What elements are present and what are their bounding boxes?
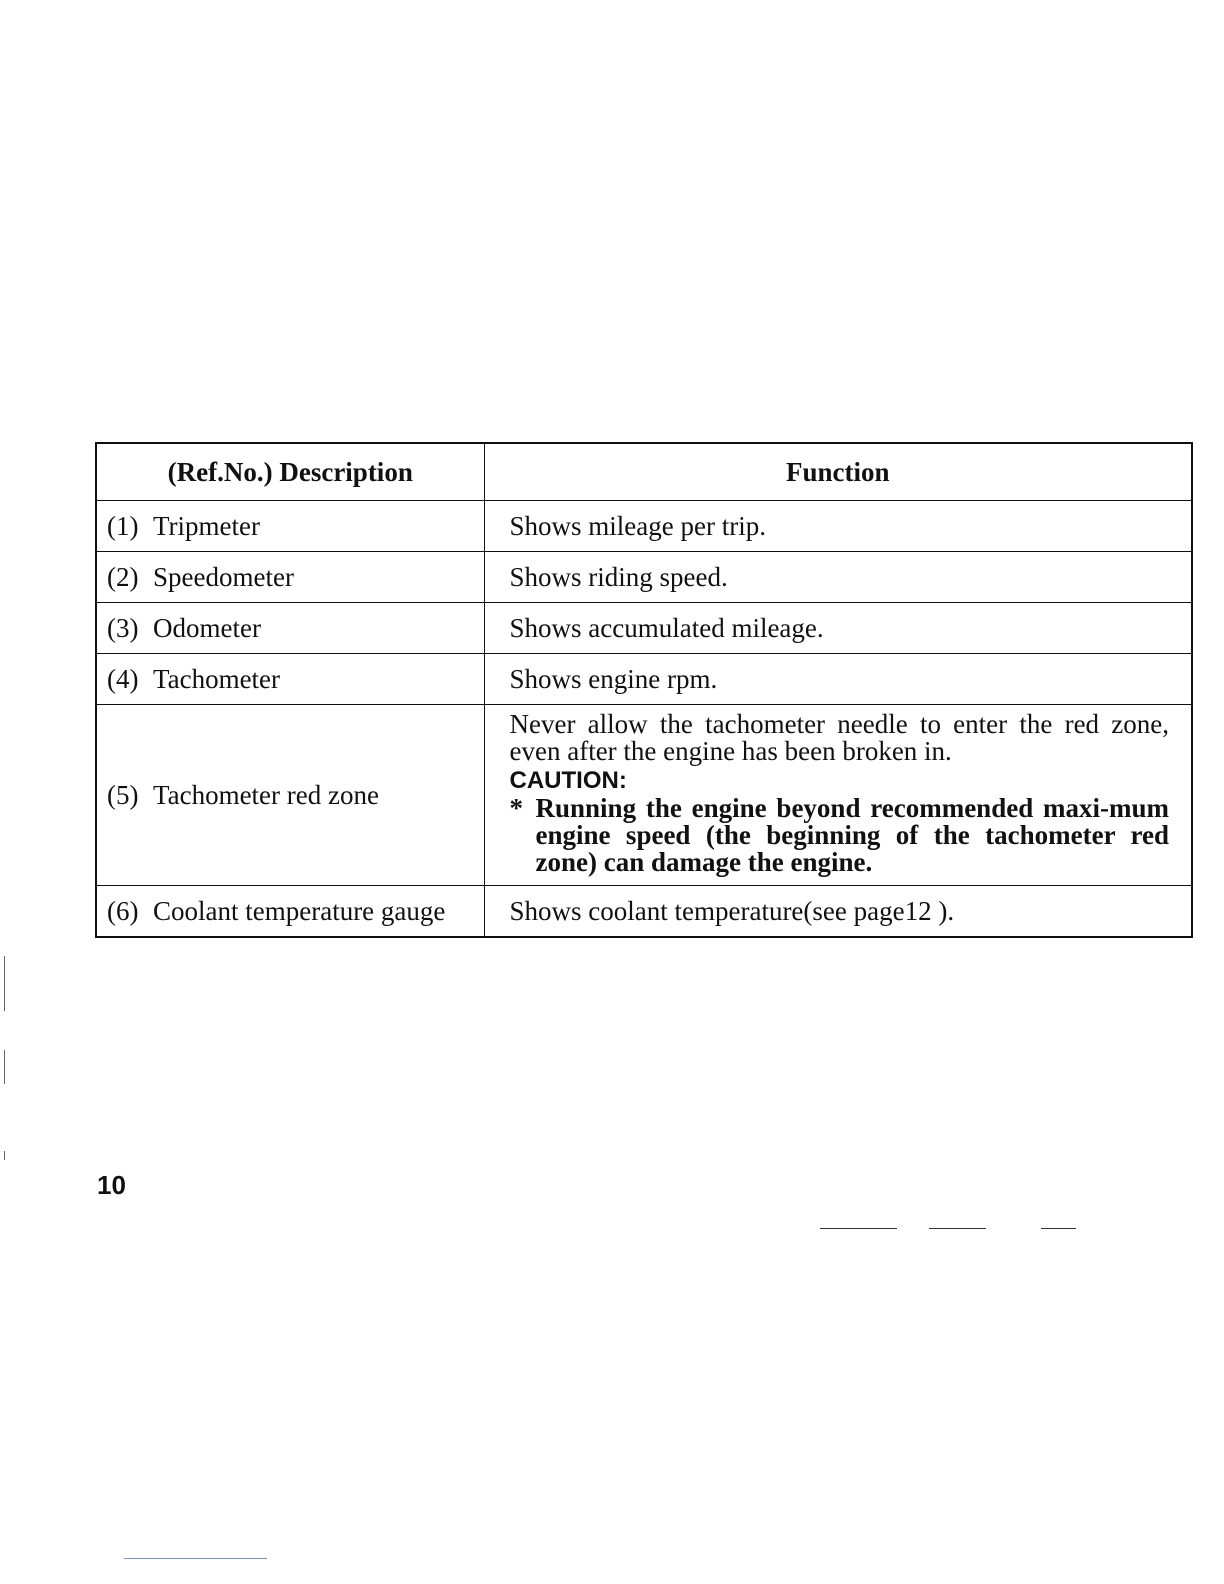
description-cell: [96, 654, 484, 705]
description-text: Speedometer: [153, 561, 294, 592]
table-row: [96, 552, 1192, 603]
scan-margin-mark: [4, 956, 5, 1011]
table-row: [96, 501, 1192, 552]
table-row: [96, 705, 1192, 886]
scan-rule-line: [929, 1228, 986, 1229]
ref-number: (5): [107, 779, 139, 810]
description-text: Tachometer red zone: [153, 779, 379, 810]
ref-number: (6): [107, 895, 139, 926]
caution-message: Running the engine beyond recommended maxi-mum engine speed (the beginning of the tachometer red zone) can damage the engine.: [535, 792, 1169, 877]
table-row: [96, 603, 1192, 654]
table-header-row: [96, 443, 1192, 501]
scan-margin-mark: [4, 1151, 5, 1160]
function-column-header: Function: [484, 443, 1192, 501]
description-text: Coolant temperature gauge: [153, 895, 446, 926]
table-row: [96, 886, 1192, 938]
ref-number: (4): [107, 663, 139, 694]
description-cell: [96, 552, 484, 603]
caution-text: [509, 792, 1170, 877]
function-cell: Shows riding speed.: [484, 552, 1192, 603]
function-cell: Shows accumulated mileage.: [484, 603, 1192, 654]
function-cell: Shows mileage per trip.: [484, 501, 1192, 552]
caution-label: CAUTION:: [509, 766, 627, 794]
description-cell: [96, 603, 484, 654]
function-cell: Shows engine rpm.: [484, 654, 1192, 705]
description-text: Tachometer: [153, 663, 281, 694]
scan-rule-line: [1041, 1228, 1076, 1229]
scan-rule-line: [820, 1228, 897, 1229]
description-column-header: (Ref.No.) Description: [96, 443, 484, 501]
page-number: 10: [97, 1170, 126, 1200]
bullet-mark: *: [509, 792, 523, 823]
description-cell: [96, 705, 484, 886]
ref-number: (2): [107, 561, 139, 592]
function-text: Never allow the tachometer needle to enter the red zone, even after the engine has been broken in.: [509, 708, 1169, 766]
description-cell: [96, 501, 484, 552]
table-row: [96, 654, 1192, 705]
scan-margin-mark: [4, 1050, 5, 1084]
description-cell: [96, 886, 484, 938]
description-text: Odometer: [153, 612, 261, 643]
scan-rule-line: [124, 1558, 267, 1559]
ref-number: (1): [107, 510, 139, 541]
function-cell: Shows coolant temperature(see page12 ).: [484, 886, 1192, 938]
description-text: Tripmeter: [153, 510, 260, 541]
ref-number: (3): [107, 612, 139, 643]
function-cell: [484, 705, 1192, 886]
instrument-function-table: [95, 442, 1193, 938]
